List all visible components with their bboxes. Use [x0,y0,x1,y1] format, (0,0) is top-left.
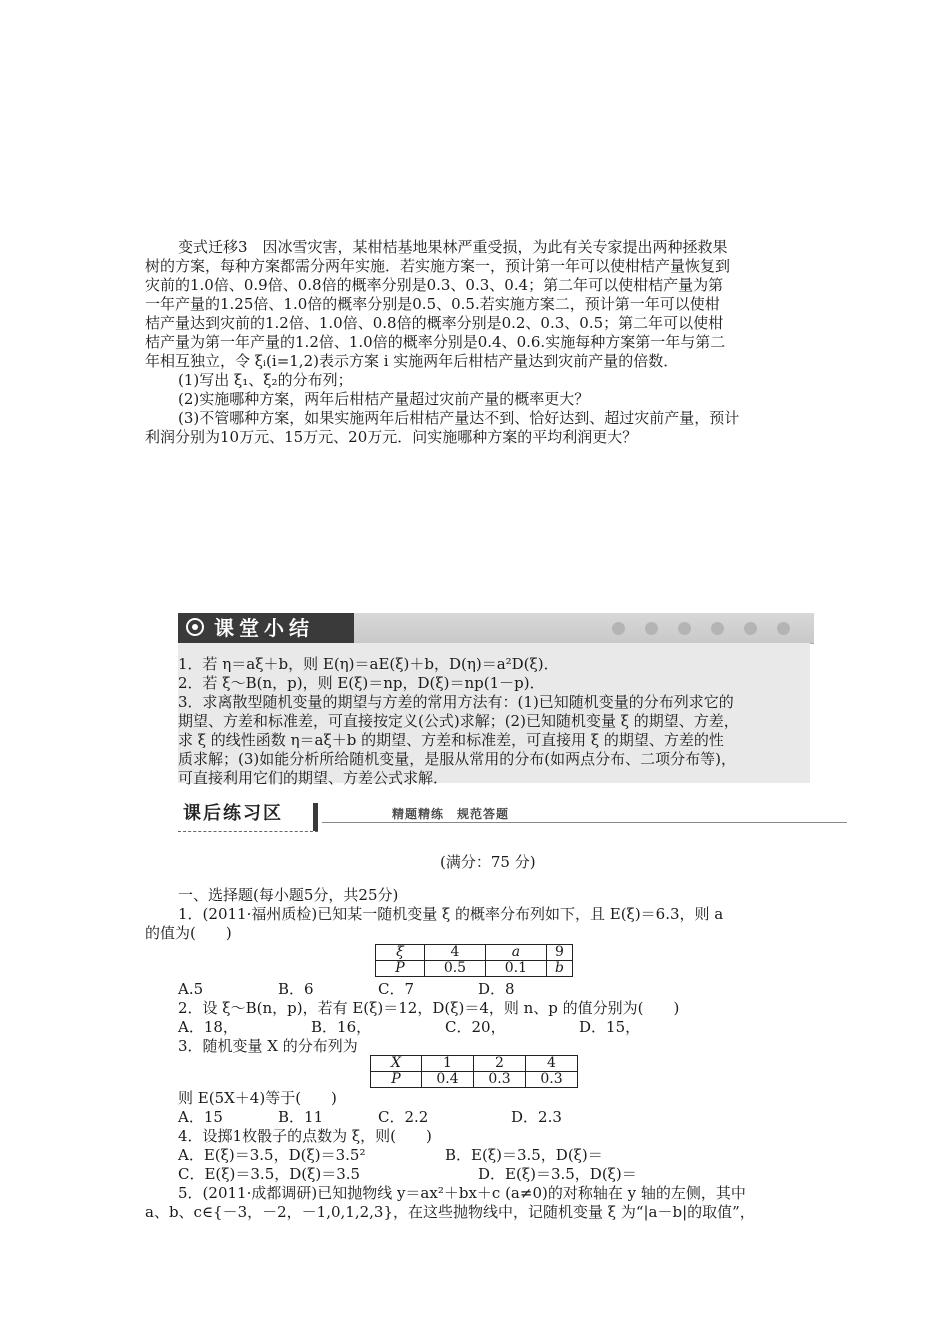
table-cell: P [376,961,425,977]
q3-stem: 则 E(5X＋4)等于( ) [178,1089,337,1107]
q3-option: D．2.3 [511,1108,562,1126]
q5-stem: 5．(2011·成都调研)已知抛物线 y＝ax²＋bx＋c (a≠0)的对称轴在 y 轴的左侧，其中 [178,1184,746,1202]
q4-option: B．E(ξ)＝3.5，D(ξ)＝ [445,1146,603,1164]
practice-title: 课后练习区 [183,803,283,824]
q1-option: C．7 [378,980,415,998]
summary-line: 求 ξ 的线性函数 η＝aξ＋b 的期望、方差和标准差，可直接用 ξ 的期望、方差的性 [178,731,724,749]
table-cell: 2 [474,1056,526,1072]
summary-tab [178,613,354,643]
table-row [371,1072,578,1088]
q2-option: C．20， [445,1018,506,1036]
table-cell: 0.4 [422,1072,474,1088]
summary-line: 3．求离散型随机变量的期望与方差的常用方法有：(1)已知随机变量的分布列求它的 [178,693,734,711]
summary-line: 质求解；(3)如能分析所给随机变量，是服从常用的分布(如两点分布、二项分布等)， [178,750,736,768]
q3-option: A．15 [178,1108,223,1126]
table-cell: a [485,945,546,961]
q1-stem: 1．(2011·福州质检)已知某一随机变量 ξ 的概率分布列如下，且 E(ξ)＝6.3，则 a [178,905,724,923]
table-cell: 0.5 [425,961,486,977]
q1-stem: 的值为( ) [145,924,232,942]
summary-line: 1．若 η＝aξ＋b，则 E(η)＝aE(ξ)＋b，D(η)＝a²D(ξ)． [178,655,559,673]
table-row [371,1056,578,1072]
problem-subquestion: (2)实施哪种方案，两年后柑桔产量超过灾前产量的概率更大？ [178,390,590,408]
target-circle-icon [186,618,204,636]
q4-option: A．E(ξ)＝3.5，D(ξ)＝3.5² [178,1146,366,1164]
table-cell: 1 [422,1056,474,1072]
problem-subquestion: (1)写出 ξ₁、ξ₂的分布列； [178,371,353,389]
table-cell: P [371,1072,422,1088]
table-cell: 4 [425,945,486,961]
problem-line: 桔产量为第一年产量的1.2倍、1.0倍的概率分别是0.4、0.6.实施每种方案第一年与第二 [145,333,726,351]
problem-line: 桔产量达到灾前的1.2倍、1.0倍、0.8倍的概率分别是0.2、0.3、0.5；第二年可以使柑 [145,314,724,332]
problem-line: 灾前的1.0倍、0.9倍、0.8倍的概率分别是0.3、0.3、0.4；第二年可以使柑桔产量为第 [145,276,724,294]
q3-option: C．2.2 [378,1108,429,1126]
score-label: (满分：75 分) [440,853,536,871]
q1-option: A.5 [178,980,204,998]
decor-dot-icon [744,622,757,635]
practice-rule [322,822,847,823]
q3-option: B．11 [278,1108,324,1126]
decor-dot-icon [711,622,724,635]
q2-option: B．16， [311,1018,372,1036]
practice-subtitle: 精题精练 规范答题 [392,807,510,821]
table-cell: 0.1 [485,961,546,977]
q5-stem: a、b、c∈{－3，－2，－1,0,1,2,3}，在这些抛物线中，记随机变量 ξ 为“|a－b|的取值”， [145,1203,755,1221]
table-row [376,961,573,977]
section-heading: 一、选择题(每小题5分，共25分) [178,886,399,904]
table-row [376,945,573,961]
q4-option: C．E(ξ)＝3.5，D(ξ)＝3.5 [178,1165,361,1183]
q3-stem: 3．随机变量 X 的分布列为 [178,1037,358,1055]
problem-line: 变式迁移3 因冰雪灾害，某柑桔基地果林严重受损，为此有关专家提出两种拯救果 [178,238,728,256]
table-cell: b [546,961,572,977]
q1-option: B．6 [278,980,314,998]
q3-distribution-table [370,1055,578,1088]
problem-subquestion: (3)不管哪种方案，如果实施两年后柑桔产量达不到、恰好达到、超过灾前产量，预计 [178,409,740,427]
decor-dot-icon [645,622,658,635]
practice-title-bar [313,803,318,831]
decor-dot-icon [612,622,625,635]
problem-line: 一年产量的1.25倍、1.0倍的概率分别是0.5、0.5.若实施方案二，预计第一年可以使柑 [145,295,720,313]
q2-option: D．15， [579,1018,641,1036]
q1-distribution-table [375,944,573,977]
practice-dashed-rule [178,831,318,832]
table-cell: ξ [376,945,425,961]
problem-line: 树的方案，每种方案都需分两年实施．若实施方案一，预计第一年可以使柑桔产量恢复到 [145,257,731,275]
table-cell: 0.3 [474,1072,526,1088]
decor-dot-icon [777,622,790,635]
table-cell: 4 [526,1056,578,1072]
q1-option: D．8 [478,980,515,998]
q2-stem: 2．设 ξ～B(n，p)，若有 E(ξ)＝12，D(ξ)＝4，则 n、p 的值分别为( ) [178,999,680,1017]
summary-header-bar [178,613,814,644]
summary-line: 2．若 ξ～B(n，p)，则 E(ξ)＝np，D(ξ)＝np(1－p)． [178,674,545,692]
q2-option: A．18， [178,1018,238,1036]
table-cell: 9 [546,945,572,961]
summary-line: 可直接利用它们的期望、方差公式求解． [178,769,449,787]
decor-dot-icon [678,622,691,635]
problem-line: 年相互独立，令 ξᵢ(i=1,2)表示方案 i 实施两年后柑桔产量达到灾前产量的倍数． [145,352,679,370]
summary-line: 期望、方差和标准差，可直接按定义(公式)求解；(2)已知随机变量 ξ 的期望、方差， [178,712,739,730]
table-cell: X [371,1056,422,1072]
q4-stem: 4．设掷1枚骰子的点数为 ξ，则( ) [178,1127,432,1145]
summary-title: 课堂小结 [214,616,314,640]
q4-option: D．E(ξ)＝3.5，D(ξ)＝ [478,1165,637,1183]
table-cell: 0.3 [526,1072,578,1088]
problem-line: 利润分别为10万元、15万元、20万元．问实施哪种方案的平均利润更大？ [145,428,638,446]
